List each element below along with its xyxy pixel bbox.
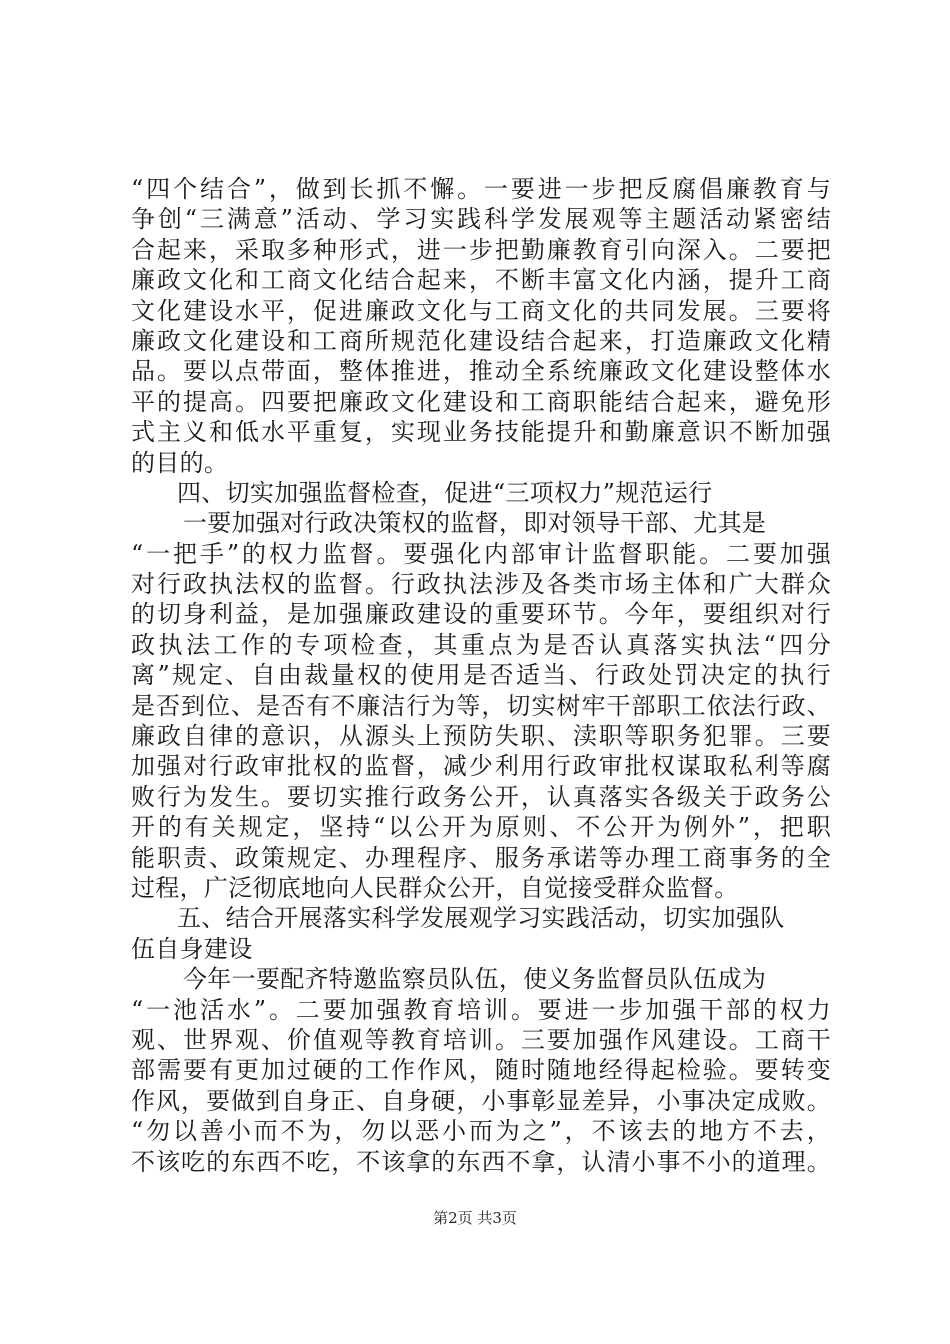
text-line: 部需要有更加过硬的工作作风，随时随地经得起检验。要转变 <box>131 1056 831 1085</box>
text-line: 政执法工作的专项检查，其重点为是否认真落实执法“四分 <box>131 630 831 659</box>
text-line: 五、结合开展落实科学发展观学习实践活动，切实加强队 <box>177 904 785 933</box>
document-body <box>131 174 831 1177</box>
text-line: 合起来，采取多种形式，进一步把勤廉教育引向深入。二要把 <box>131 235 831 264</box>
text-line: 今年一要配齐特邀监察员队伍，使义务监督员队伍成为 <box>183 965 767 994</box>
text-line: 观、世界观、价值观等教育培训。三要加强作风建设。工商干 <box>131 1025 831 1054</box>
text-line: 过程，广泛彻底地向人民群众公开，自觉接受群众监督。 <box>131 873 739 902</box>
text-line: 的切身利益，是加强廉政建设的重要环节。今年，要组织对行 <box>131 600 831 629</box>
text-line: 对行政执法权的监督。行政执法涉及各类市场主体和广大群众 <box>131 570 831 599</box>
text-line: 式主义和低水平重复，实现业务技能提升和勤廉意识不断加强 <box>131 418 831 447</box>
text-line: 作风，要做到自身正、自身硬，小事彰显差异，小事决定成败。 <box>131 1086 831 1115</box>
text-line: “一池活水”。二要加强教育培训。要进一步加强干部的权力 <box>131 995 831 1024</box>
text-line: 不该吃的东西不吃，不该拿的东西不拿，认清小事不小的道理。 <box>131 1147 831 1176</box>
text-line: 四、切实加强监督检查，促进“三项权力”规范运行 <box>177 478 713 507</box>
text-line: “勿以善小而不为，勿以恶小而为之”，不该去的地方不去， <box>131 1117 831 1146</box>
text-line: 开的有关规定，坚持“以公开为原则、不公开为例外”，把职 <box>131 813 831 842</box>
text-line: 伍自身建设 <box>131 934 253 963</box>
text-line: 文化建设水平，促进廉政文化与工商文化的共同发展。三要将 <box>131 296 831 325</box>
text-line: “一把手”的权力监督。要强化内部审计监督职能。二要加强 <box>131 539 831 568</box>
text-line: “四个结合”，做到长抓不懈。一要进一步把反腐倡廉教育与 <box>131 175 831 203</box>
text-line: 廉政文化和工商文化结合起来，不断丰富文化内涵，提升工商 <box>131 266 831 295</box>
text-line: 能职责、政策规定、办理程序、服务承诺等办理工商事务的全 <box>131 843 831 872</box>
text-line: 的目的。 <box>131 448 229 477</box>
text-line: 是否到位、是否有不廉洁行为等，切实树牢干部职工依法行政、 <box>131 691 831 720</box>
text-line: 加强对行政审批权的监督，减少利用行政审批权谋取私利等腐 <box>131 752 831 781</box>
text-line: 品。要以点带面，整体推进，推动全系统廉政文化建设整体水 <box>131 357 831 386</box>
page-footer: 第2页 共3页 <box>433 1209 517 1227</box>
text-line: 一要加强对行政决策权的监督，即对领导干部、尤其是 <box>183 509 767 538</box>
text-line: 离”规定、自由裁量权的使用是否适当、行政处罚决定的执行 <box>131 661 831 690</box>
text-line: 败行为发生。要切实推行政务公开，认真落实各级关于政务公 <box>131 782 831 811</box>
text-line: 争创“三满意”活动、学习实践科学发展观等主题活动紧密结 <box>131 205 831 234</box>
text-line: 廉政文化建设和工商所规范化建设结合起来，打造廉政文化精 <box>131 326 831 355</box>
text-line: 平的提高。四要把廉政文化建设和工商职能结合起来，避免形 <box>131 387 831 416</box>
text-line: 廉政自律的意识，从源头上预防失职、渎职等职务犯罪。三要 <box>131 722 831 751</box>
